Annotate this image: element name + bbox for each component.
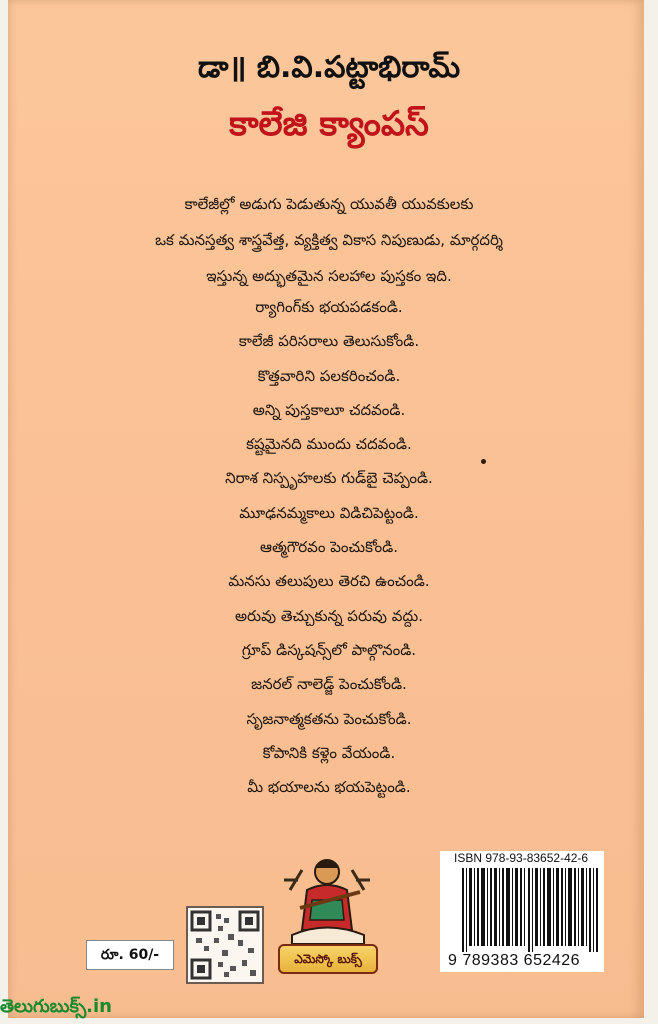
tip-line: మూఢనమ్మకాలు విడిచిపెట్టండి. [239, 503, 419, 522]
tips-list [40, 290, 618, 804]
tip-line: నిరాశ నిస్పృహలకు గుడ్‌బై చెప్పండి. [225, 469, 433, 488]
tip-line: ర్యాగింగ్‌కు భయపడకండి. [255, 298, 403, 316]
tip-line: మనసు తలుపులు తెరచి ఉంచండి. [228, 572, 430, 591]
intro-line: కాలేజీల్లో అడుగు పెడుతున్న యువతీ యువకులకు [184, 195, 474, 213]
tip-line: కష్టమైనది ముందు చదవండి. [246, 435, 412, 454]
isbn-barcode [440, 851, 604, 972]
site-watermark: తెలుగుబుక్స్.in [0, 996, 112, 1017]
tip-line: అరువు తెచ్చుకున్న పరువు వద్దు. [235, 606, 423, 625]
intro-line: ఒక మనస్తత్వ శాస్త్రవేత్త, వ్యక్తిత్వ వికాస నిపుణుడు, మార్గదర్శి [155, 231, 503, 249]
price-label: రూ. 60/- [86, 940, 174, 970]
book-title: కాలేజి క్యాంపస్ [229, 104, 429, 144]
tip-line: సృజనాత్మకతను పెంచుకోండి. [246, 709, 412, 728]
tip-line: ఆత్మగౌరవం పెంచుకోండి. [260, 538, 398, 557]
tip-line: గ్రూప్ డిస్కషన్స్‌లో పాల్గొనండి. [241, 640, 417, 659]
qr-code-icon [186, 906, 264, 984]
barcode-bars-icon [462, 868, 600, 952]
isbn-label: ISBN 978-93-83652-42-6 [454, 851, 589, 865]
author-name: డా॥ బి.వి.పట్టాభిరామ్ [197, 50, 461, 85]
print-speck [481, 459, 486, 464]
tip-line: కోపానికి కళ్లెం వేయండి. [262, 743, 396, 762]
barcode-number: 9 789383 652426 [448, 952, 581, 969]
tip-line: కొత్తవారిని పలకరించండి. [257, 366, 401, 385]
tip-line: కాలేజీ పరిసరాలు తెలుసుకోండి. [238, 332, 420, 351]
intro-line: ఇస్తున్న అద్భుతమైన సలహాల పుస్తకం ఇది. [206, 267, 452, 285]
tip-line: అన్ని పుస్తకాలూ చదవండి. [252, 400, 406, 419]
tip-line: జనరల్ నాలెడ్జ్ పెంచుకోండి. [251, 675, 407, 694]
intro-paragraph [40, 186, 618, 294]
tip-line: మీ భయాలను భయపెట్టండి. [247, 778, 411, 797]
publisher-banner: ఎమెస్కో బుక్స్ [278, 944, 378, 974]
